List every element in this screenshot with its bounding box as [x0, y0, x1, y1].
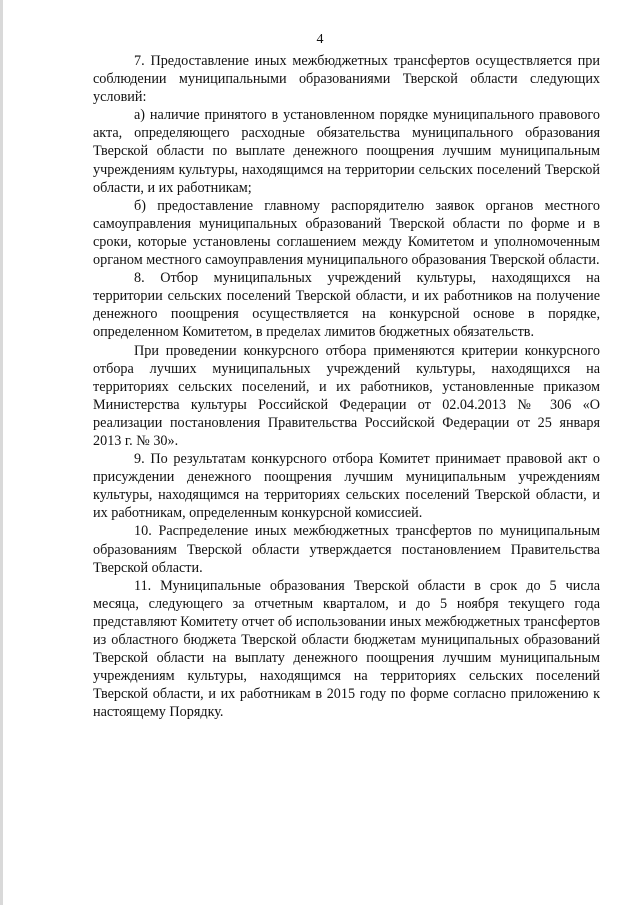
document-body	[93, 52, 600, 721]
page-number: 4	[316, 32, 324, 47]
paragraph-10: 10. Распределение иных межбюджетных трансфертов по муниципальным образованиям Тверской области утверждается постановлением Правительства Тверской области.	[93, 523, 600, 576]
paragraph-7-a: а) наличие принятого в установленном порядке муниципального правового акта, определяющего расходные обязательства муниципального образования Тверской области по выплате денежного поощрения лучшим муниципальным учреждениям культуры, находящимся на территории сельских поселений Тверской области, и их работникам;	[93, 107, 600, 196]
scan-edge	[0, 0, 3, 905]
paragraph-8: 8. Отбор муниципальных учреждений культуры, находящихся на территории сельских поселений Тверской области, и их работников на получение денежного поощрения осуществляется на конкурсной основе в порядке, определенном Комитетом, в пределах лимитов бюджетных обязательств.	[93, 270, 600, 341]
paragraph-7-b: б) предоставление главному распорядителю заявок органов местного самоуправления муниципальных образований Тверской области по форме и в сроки, которые установлены соглашением между Комитетом и уполномоченным органом местного самоуправления муниципального образования Тверской области.	[93, 197, 600, 269]
paragraph-7: 7. Предоставление иных межбюджетных трансфертов осуществляется при соблюдении муниципальными образованиями Тверской области следующих условий:	[93, 53, 600, 106]
paragraph-11: 11. Муниципальные образования Тверской области в срок до 5 числа месяца, следующего за отчетным кварталом, и до 5 ноября текущего года представляют Комитету отчет об использовании иных межбюджетных трансфертов из областного бюджета Тверской области бюджетам муниципальных образований Тверской области на выплату денежного поощрения лучшим муниципальным учреждениям культуры, находящимся на территориях сельских поселений Тверской области, и их работникам в 2015 году по форме согласно приложению к настоящему Порядку.	[93, 577, 600, 721]
paragraph-8-criteria: При проведении конкурсного отбора применяются критерии конкурсного отбора лучших муниципальных учреждений культуры, находящихся на территориях сельских поселений, и их работников, установленные приказом Министерства культуры Российской Федерации от 02.04.2013 № 306 «О реализации постановления Правительства Российской Федерации от 25 января 2013 г. № 30».	[93, 342, 600, 449]
paragraph-9: 9. По результатам конкурсного отбора Комитет принимает правовой акт о присуждении денежного поощрения лучшим муниципальным учреждениям культуры, находящимся на территориях сельских поселений Тверской области, и их работникам, определенным конкурсной комиссией.	[93, 451, 600, 522]
